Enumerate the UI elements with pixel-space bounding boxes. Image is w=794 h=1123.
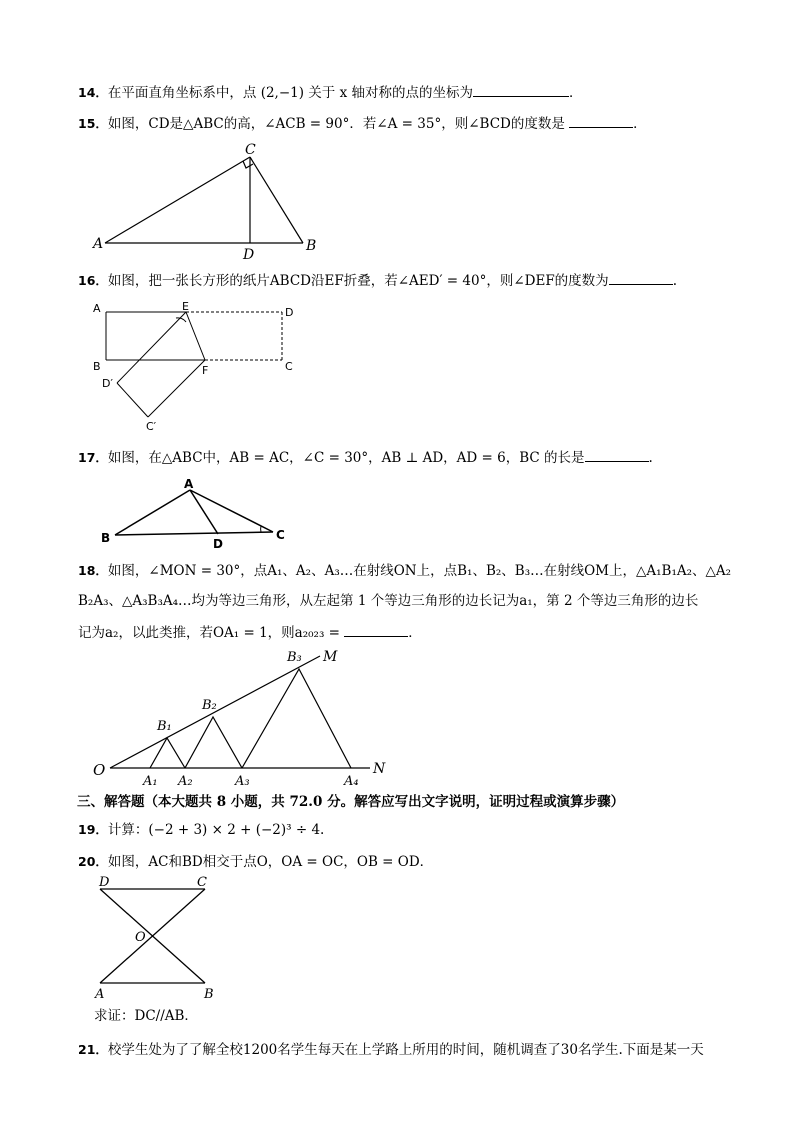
- label-F: F: [202, 364, 209, 377]
- question-number: 18．: [78, 563, 108, 578]
- question-text: 如图，∠MON = 30°，点A₁、A₂、A₃…在射线ON上，点B₁、B₂、B₃…在射线OM上，△A₁B₁A₂、△A₂: [107, 563, 732, 579]
- label-B2: B₂: [202, 698, 217, 713]
- question-text: 校学生处为了了解全校1200名学生每天在上学路上所用的时间，随机调查了30名学生.下面是某一天: [107, 1042, 704, 1058]
- question-text: 计算：(−2 + 3) × 2 + (−2)³ ÷ 4.: [107, 822, 325, 838]
- label-N: N: [373, 761, 386, 777]
- label-A: A: [184, 477, 194, 491]
- question-number: 19．: [78, 822, 108, 837]
- section-heading: 三、解答题（本大题共 8 小题，共 72.0 分。解答应写出文字说明，证明过程或演算步骤）: [77, 794, 625, 810]
- question-20-prove: 求证：DC//AB．: [94, 1008, 198, 1024]
- label-A2: A₂: [178, 774, 193, 789]
- label-C: C: [197, 875, 207, 890]
- label-B: B: [306, 238, 317, 254]
- label-C: C: [285, 360, 293, 373]
- punctuation: .: [672, 273, 677, 289]
- label-B: B: [101, 531, 111, 545]
- label-A1: A₁: [143, 774, 158, 789]
- question-number: 14．: [78, 85, 108, 100]
- label-B1: B₁: [157, 719, 172, 734]
- question-number: 21．: [78, 1042, 108, 1057]
- label-A3: A₃: [235, 774, 250, 789]
- question-number: 15．: [78, 116, 108, 131]
- question-text: B₂A₃、△A₃B₃A₄…均为等边三角形，从左起第 1 个等边三角形的边长记为a₁，第 2 个等边三角形的边长: [78, 593, 699, 609]
- question-text: 如图，CD是△ABC的高，∠ACB = 90°．若∠A = 35°，则∠BCD的度数是: [107, 116, 565, 132]
- label-C-prime: C′: [146, 420, 157, 433]
- punctuation: ．: [408, 625, 422, 641]
- label-D: D: [99, 875, 110, 890]
- question-21: [78, 1040, 704, 1060]
- label-E: E: [182, 300, 189, 313]
- question-number: 17．: [78, 450, 108, 465]
- label-O: O: [135, 930, 146, 945]
- label-A4: A₄: [344, 774, 359, 789]
- label-C: C: [245, 142, 256, 158]
- label-A: A: [93, 236, 104, 252]
- punctuation: .: [648, 450, 653, 466]
- label-M: M: [323, 649, 338, 665]
- question-text: 在平面直角坐标系中，点 (2,−1) 关于 x 轴对称的点的坐标为: [107, 85, 473, 101]
- punctuation: ．: [569, 85, 583, 101]
- label-D: D: [243, 247, 255, 263]
- question-number: 16．: [78, 273, 108, 288]
- label-O: O: [93, 761, 106, 779]
- label-B: B: [204, 987, 214, 1002]
- punctuation: ．: [633, 116, 647, 132]
- question-number: 20．: [78, 854, 108, 869]
- label-B: B: [93, 360, 101, 373]
- label-B3: B₃: [287, 650, 302, 665]
- label-D: D: [213, 537, 223, 551]
- label-D: D: [285, 306, 294, 319]
- question-text: 如图，把一张长方形的纸片ABCD沿EF折叠，若∠AED′ = 40°，则∠DEF的度数为: [107, 273, 609, 289]
- question-text: 记为a₂，以此类推，若OA₁ = 1，则a₂₀₂₃ =: [78, 625, 340, 641]
- label-D-prime: D′: [102, 377, 113, 390]
- question-text: 如图，AC和BD相交于点O，OA = OC，OB = OD．: [107, 854, 434, 870]
- label-A: A: [93, 302, 101, 315]
- label-C: C: [276, 528, 285, 542]
- question-text: 如图，在△ABC中，AB = AC，∠C = 30°，AB ⊥ AD，AD = 6，BC 的长是: [107, 450, 585, 466]
- label-A: A: [95, 987, 105, 1002]
